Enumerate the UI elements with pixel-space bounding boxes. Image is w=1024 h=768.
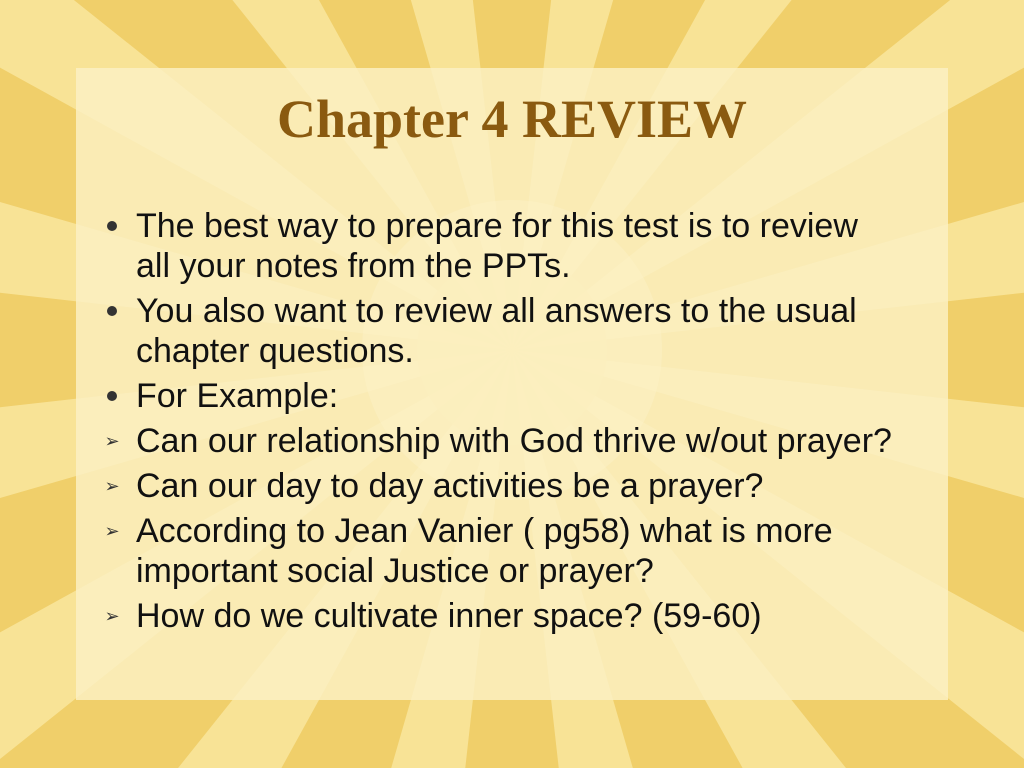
bullet-item <box>96 466 896 506</box>
bullet-text: According to Jean Vanier ( pg58) what is more important social Justice or prayer? <box>136 512 833 590</box>
bullet-list <box>96 206 896 641</box>
bullet-item <box>96 206 896 286</box>
bullet-text: You also want to review all answers to the usual chapter questions. <box>136 292 857 370</box>
arrow-bullet-icon: ➢ <box>104 431 120 451</box>
dot-bullet-icon <box>96 291 120 331</box>
bullet-text: For Example: <box>136 377 339 415</box>
bullet-text: Can our day to day activities be a prayer? <box>136 467 764 505</box>
bullet-text: Can our relationship with God thrive w/out prayer? <box>136 422 892 460</box>
dot-bullet-icon <box>96 206 120 246</box>
slide-title: Chapter 4 REVIEW <box>276 89 748 149</box>
bullet-item <box>96 596 896 636</box>
bullet-item <box>96 291 896 371</box>
dot-bullet-icon <box>96 376 120 416</box>
bullet-item <box>96 421 896 461</box>
bullet-text: The best way to prepare for this test is to review all your notes from the PPTs. <box>136 207 858 285</box>
bullet-text: How do we cultivate inner space? (59-60) <box>136 597 762 635</box>
bullet-item <box>96 511 896 591</box>
arrow-bullet-icon: ➢ <box>104 521 120 541</box>
bullet-item <box>96 376 896 416</box>
arrow-bullet-icon: ➢ <box>104 476 120 496</box>
arrow-bullet-icon: ➢ <box>104 606 120 626</box>
